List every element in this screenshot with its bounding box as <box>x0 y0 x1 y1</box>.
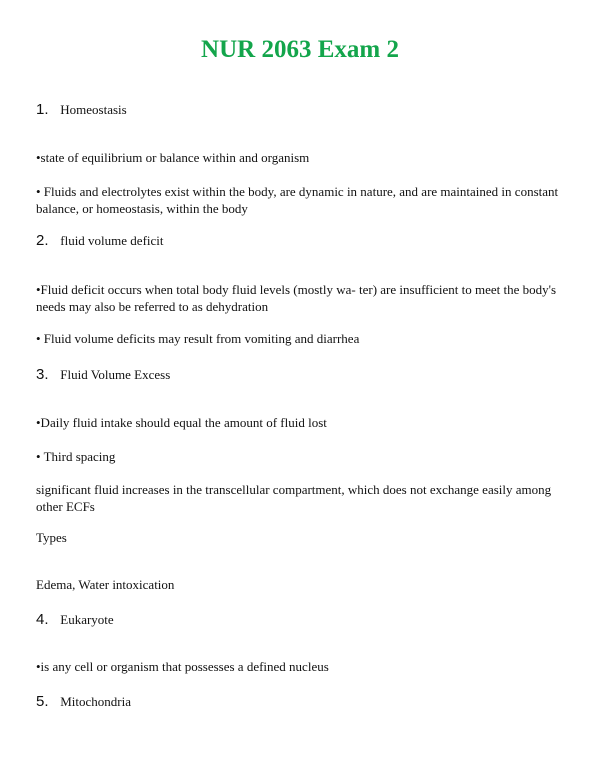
answer-line: • Fluid volume deficits may result from vomiting and diarrhea <box>36 331 360 346</box>
question-title: Homeostasis <box>60 102 127 117</box>
question-number: 4. <box>36 611 49 628</box>
question-number: 3. <box>36 366 49 383</box>
answer-line: Types <box>36 530 67 545</box>
answer-line: • Third spacing <box>36 449 116 464</box>
question-heading-1 <box>36 101 127 118</box>
question-heading-3 <box>36 366 170 383</box>
question-heading-4 <box>36 611 114 628</box>
answer-line: •Daily fluid intake should equal the amount of fluid lost <box>36 415 327 430</box>
answer-line: significant fluid increases in the transcellular compartment, which does not exchange easily among other ECFs <box>36 482 552 514</box>
answer-line: •state of equilibrium or balance within and organism <box>36 150 310 165</box>
question-number: 1. <box>36 101 49 118</box>
question-number: 5. <box>36 693 49 710</box>
document-title: NUR 2063 Exam 2 <box>201 36 399 63</box>
question-number: 2. <box>36 232 49 249</box>
answer-line: Edema, Water intoxication <box>36 577 175 592</box>
answer-line: •Fluid deficit occurs when total body fluid levels (mostly wa- ter) are insufficient to meet the body's needs may also be referred to as dehydration <box>36 282 557 314</box>
question-heading-2 <box>36 232 164 249</box>
question-title: fluid volume deficit <box>60 233 164 248</box>
question-heading-5 <box>36 693 131 710</box>
question-title: Mitochondria <box>60 694 132 709</box>
answer-line: •is any cell or organism that possesses a defined nucleus <box>36 659 329 674</box>
question-title: Eukaryote <box>60 612 114 627</box>
answer-line: • Fluids and electrolytes exist within the body, are dynamic in nature, and are maintained in constant balance, or homeostasis, within the body <box>36 184 559 216</box>
question-title: Fluid Volume Excess <box>60 367 171 382</box>
